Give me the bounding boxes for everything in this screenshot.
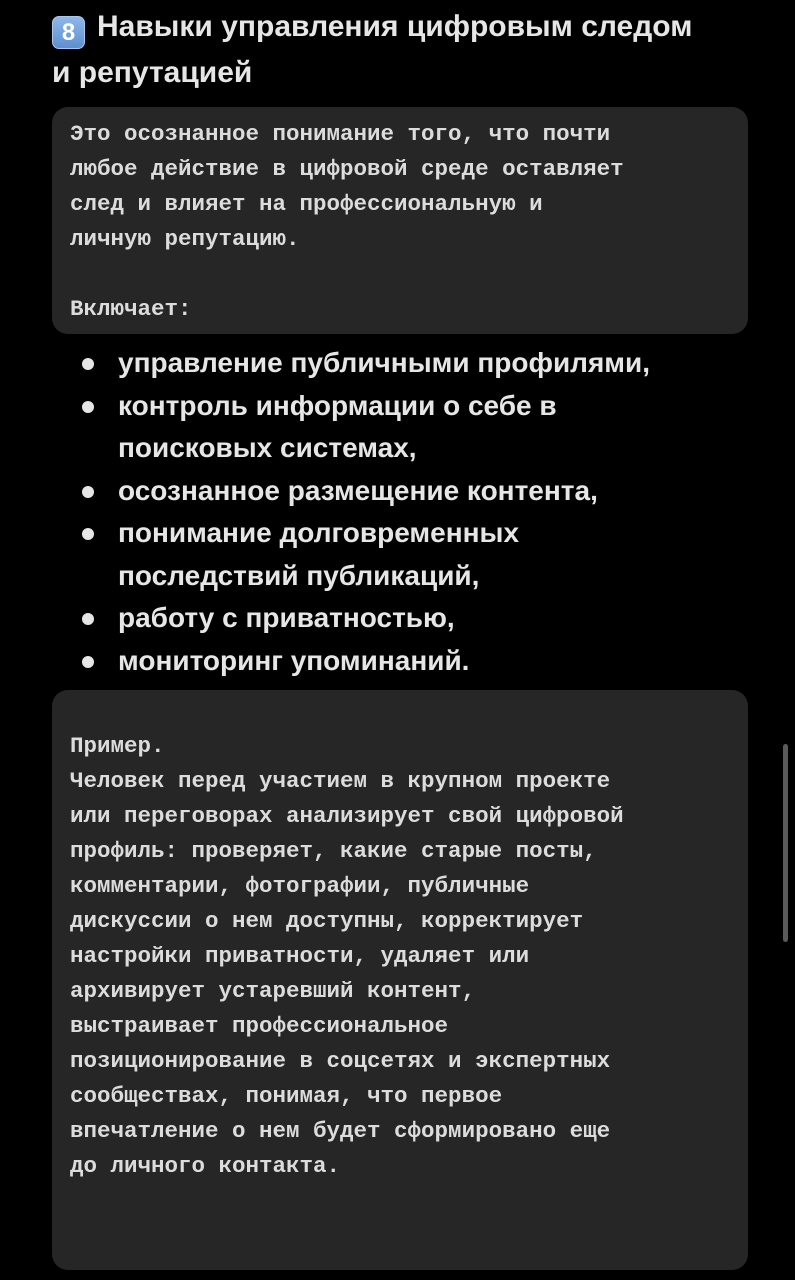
bullet-dot-icon — [82, 528, 94, 540]
bullet-text: мониторинг упоминаний. — [118, 644, 470, 676]
bullet-item — [0, 640, 795, 683]
example-line: или переговорах анализирует свой цифровой — [70, 803, 624, 829]
example-line: профиль: проверяет, какие старые посты, — [70, 838, 597, 864]
intro-code-block — [52, 107, 748, 334]
example-code-block — [52, 690, 748, 1270]
bullet-text: контроль информации о себе в — [118, 389, 557, 421]
intro-line: личную репутацию. — [70, 226, 300, 252]
example-line: комментарии, фотографии, публичные — [70, 873, 530, 899]
bullet-text: осознанное размещение контента, — [118, 474, 598, 506]
intro-line: след и влияет на профессиональную и — [70, 191, 543, 217]
example-line: дискуссии о нем доступны, корректирует — [70, 908, 584, 934]
example-line: до личного контакта. — [70, 1153, 341, 1179]
intro-line: Включает: — [70, 296, 192, 322]
bullet-list — [0, 342, 795, 682]
bullet-item — [0, 342, 795, 385]
example-line: выстраивает профессиональное — [70, 1013, 449, 1039]
example-text — [70, 729, 624, 1184]
example-line: позиционирование в соцсетях и экспертных — [70, 1048, 611, 1074]
bullet-dot-icon — [82, 656, 94, 668]
bullet-item — [0, 597, 795, 640]
bullet-text: работу с приватностью, — [118, 602, 455, 633]
example-line: впечатление о нем будет сформировано еще — [70, 1118, 611, 1144]
example-line: Человек перед участием в крупном проекте — [70, 768, 611, 794]
intro-line — [70, 257, 624, 292]
bullet-dot-icon — [82, 358, 94, 370]
intro-line: любое действие в цифровой среде оставляет — [70, 156, 624, 182]
heading-line-1: Навыки управления цифровым следом — [97, 10, 693, 43]
example-line: сообществах, понимая, что первое — [70, 1083, 503, 1109]
bullet-dot-icon — [82, 486, 94, 498]
intro-line: Это осознанное понимание того, что почти — [70, 121, 611, 147]
keycap-number-icon: 8 — [52, 16, 85, 49]
example-line: настройки приватности, удаляет или — [70, 943, 530, 969]
intro-text — [70, 117, 624, 327]
bullet-dot-icon — [82, 401, 94, 413]
bullet-text: управление публичными профилями, — [118, 347, 650, 378]
bullet-text: последствий публикаций, — [118, 559, 480, 591]
example-line: архивирует устаревший контент, — [70, 978, 476, 1004]
heading-line-2: и репутацией — [52, 56, 253, 89]
bullet-dot-icon — [82, 613, 94, 625]
bullet-item — [0, 385, 795, 470]
scrollbar[interactable] — [783, 744, 788, 942]
bullet-item — [0, 470, 795, 513]
bullet-item — [0, 512, 795, 597]
bullet-text: поисковых системах, — [118, 432, 417, 463]
example-line: Пример. — [70, 733, 165, 759]
bullet-text: понимание долговременных — [118, 517, 520, 548]
section-heading — [52, 4, 772, 96]
